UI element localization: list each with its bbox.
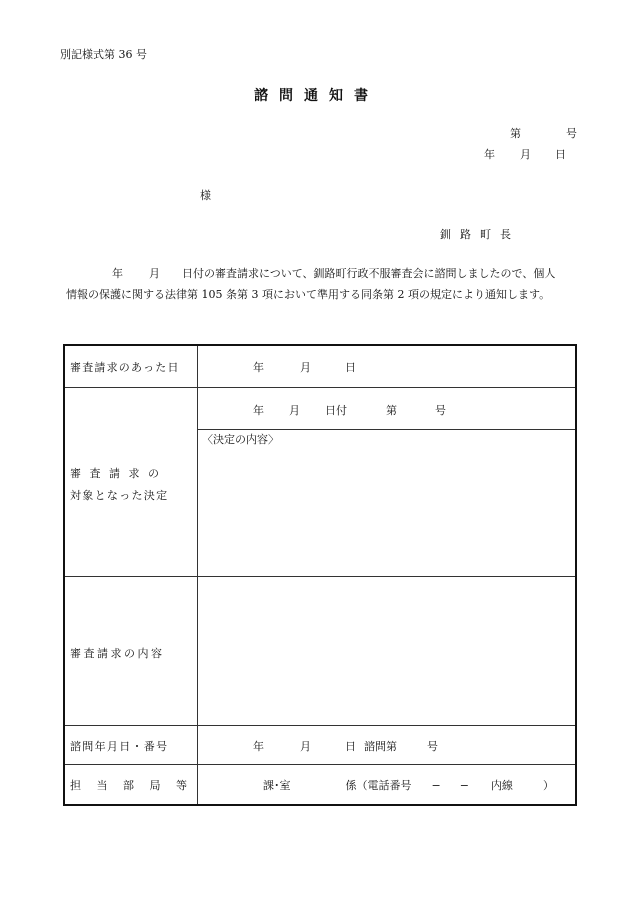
- request-date-value: [253, 362, 356, 373]
- reference-dai: 第: [510, 127, 521, 140]
- label-decision-line2: 対象となった決定: [70, 489, 169, 502]
- phone-dash-2: −: [459, 779, 469, 792]
- document-title: 諮問通知書: [254, 88, 379, 104]
- row-divider: [65, 387, 575, 388]
- row-divider: [65, 576, 575, 577]
- document-date: [484, 149, 566, 160]
- body-month: 月: [149, 267, 160, 280]
- decision-dai: 第: [386, 404, 397, 417]
- addressee-suffix: 様: [200, 189, 211, 202]
- inquiry-year: 年: [253, 740, 264, 753]
- row-divider: [65, 725, 575, 726]
- decision-month: 月: [289, 404, 300, 417]
- date-year: 年: [484, 148, 495, 161]
- department-value: [263, 780, 554, 791]
- date-month: 月: [520, 148, 531, 161]
- department-ka-shitsu: 課･室: [263, 779, 291, 792]
- decision-content-label: 〈決定の内容〉: [202, 433, 279, 446]
- inquiry-month: 月: [300, 740, 311, 753]
- decision-go: 号: [435, 404, 446, 417]
- label-request-date: 審査請求のあった日: [70, 361, 180, 374]
- body-year: 年: [112, 267, 123, 280]
- request-date-month: 月: [300, 361, 311, 374]
- reference-number: [510, 128, 577, 139]
- row-divider: [65, 764, 575, 765]
- request-date-year: 年: [253, 361, 264, 374]
- department-close-paren: ）: [542, 779, 554, 792]
- decision-date-suffix: 日付: [325, 404, 347, 417]
- label-inquiry-date-number: 諮問年月日・番号: [70, 740, 169, 753]
- inquiry-go: 号: [427, 740, 438, 753]
- inquiry-date-value: [253, 741, 438, 752]
- body-text-line1: [112, 268, 555, 279]
- form-number: 別記様式第 36 号: [60, 48, 147, 61]
- department-naisen: 内線: [490, 779, 513, 792]
- date-day: 日: [555, 148, 566, 161]
- phone-dash-1: −: [431, 779, 441, 792]
- inquiry-shimon-dai: 諮問第: [364, 740, 397, 753]
- body-text: 日付の審査請求について、釧路町行政不服審査会に諮問しましたので、個人: [182, 267, 556, 280]
- inquiry-day: 日: [345, 740, 356, 753]
- request-date-day: 日: [345, 361, 356, 374]
- row-divider: [198, 429, 575, 430]
- decision-date-value: [253, 405, 446, 416]
- reference-go: 号: [566, 127, 577, 140]
- body-text-line2: 情報の保護に関する法律第 105 条第 3 項において準用する同条第 2 項の規定により通知します。: [66, 288, 551, 301]
- label-department: 担 当 部 局 等: [70, 779, 193, 792]
- decision-year: 年: [253, 404, 264, 417]
- label-request-content: 審査請求の内容: [70, 647, 165, 660]
- label-column-divider: [197, 346, 198, 804]
- form-table: [63, 344, 577, 806]
- label-decision-line1: 審 査 請 求 の: [70, 467, 162, 480]
- sender-name: 釧路町長: [440, 228, 520, 241]
- department-kakari: 係（電話番号: [345, 779, 412, 792]
